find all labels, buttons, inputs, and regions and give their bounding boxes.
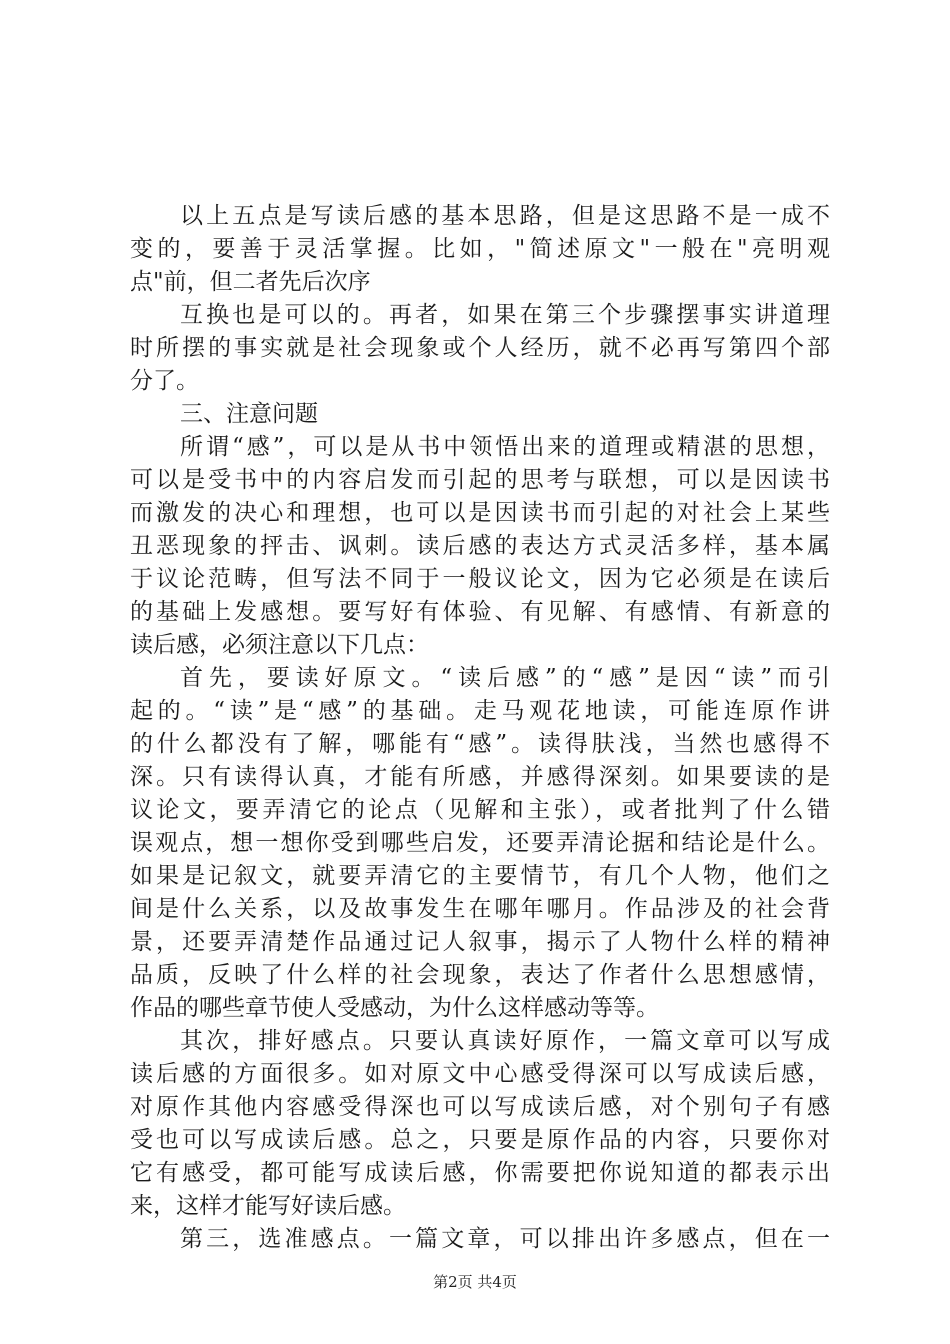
text-line: 第三，选准感点。一篇文章，可以排出许多感点，但在一 [180, 1226, 830, 1252]
text-line: 三、注意问题 [180, 401, 318, 427]
text-line: 而激发的决心和理想，也可以是因读书而引起的对社会上某些 [130, 500, 830, 526]
text-line: 对原作其他内容感受得深也可以写成读后感，对个别句子有感 [130, 1094, 830, 1120]
page-number-label: 第2页 共4页 [433, 1273, 517, 1291]
text-line: 如果是记叙文，就要弄清它的主要情节，有几个人物，他们之 [130, 863, 830, 889]
text-line: 品质，反映了什么样的社会现象，表达了作者什么思想感情， [130, 962, 830, 988]
text-line: 议论文，要弄清它的论点（见解和主张），或者批判了什么错 [130, 797, 830, 823]
text-line: 间是什么关系，以及故事发生在哪年哪月。作品涉及的社会背 [130, 896, 830, 922]
text-line: 互换也是可以的。再者，如果在第三个步骤摆事实讲道理 [180, 302, 830, 328]
text-line: 景，还要弄清楚作品通过记人叙事，揭示了人物什么样的精神 [130, 929, 830, 955]
text-line: 作品的哪些章节使人受感动，为什么这样感动等等。 [130, 995, 659, 1021]
text-line: 点"前，但二者先后次序 [130, 269, 371, 295]
text-line: 读后感，必须注意以下几点： [130, 632, 429, 658]
text-line: 的基础上发感想。要写好有体验、有见解、有感情、有新意的 [130, 599, 830, 625]
text-line: 所谓“感”，可以是从书中领悟出来的道理或精湛的思想， [180, 434, 830, 460]
text-line: 于议论范畴，但写法不同于一般议论文，因为它必须是在读后 [130, 566, 830, 592]
text-line: 以上五点是写读后感的基本思路，但是这思路不是一成不 [180, 203, 830, 229]
text-line: 起的。“读”是“感”的基础。走马观花地读，可能连原作讲 [130, 698, 830, 724]
text-line: 时所摆的事实就是社会现象或个人经历，就不必再写第四个部 [130, 335, 830, 361]
text-line: 其次，排好感点。只要认真读好原作，一篇文章可以写成 [180, 1028, 830, 1054]
text-line: 来，这样才能写好读后感。 [130, 1193, 406, 1219]
text-line: 分了。 [130, 368, 199, 394]
text-line: 可以是受书中的内容启发而引起的思考与联想，可以是因读书 [130, 467, 830, 493]
text-line: 深。只有读得认真，才能有所感，并感得深刻。如果要读的是 [130, 764, 830, 790]
text-line: 的什么都没有了解，哪能有“感”。读得肤浅，当然也感得不 [130, 731, 830, 757]
text-line: 误观点，想一想你受到哪些启发，还要弄清论据和结论是什么。 [130, 830, 830, 856]
text-line: 读后感的方面很多。如对原文中心感受得深可以写成读后感， [130, 1061, 830, 1087]
document-body [130, 200, 830, 1256]
page-footer [0, 1272, 950, 1292]
text-line: 受也可以写成读后感。总之，只要是原作品的内容，只要你对 [130, 1127, 830, 1153]
text-line: 丑恶现象的抨击、讽刺。读后感的表达方式灵活多样，基本属 [130, 533, 830, 559]
text-line: 变的，要善于灵活掌握。比如，"简述原文"一般在"亮明观 [130, 236, 830, 262]
text-line: 它有感受，都可能写成读后感，你需要把你说知道的都表示出 [130, 1160, 830, 1186]
text-line: 首先，要读好原文。“读后感”的“感”是因“读”而引 [180, 665, 830, 691]
